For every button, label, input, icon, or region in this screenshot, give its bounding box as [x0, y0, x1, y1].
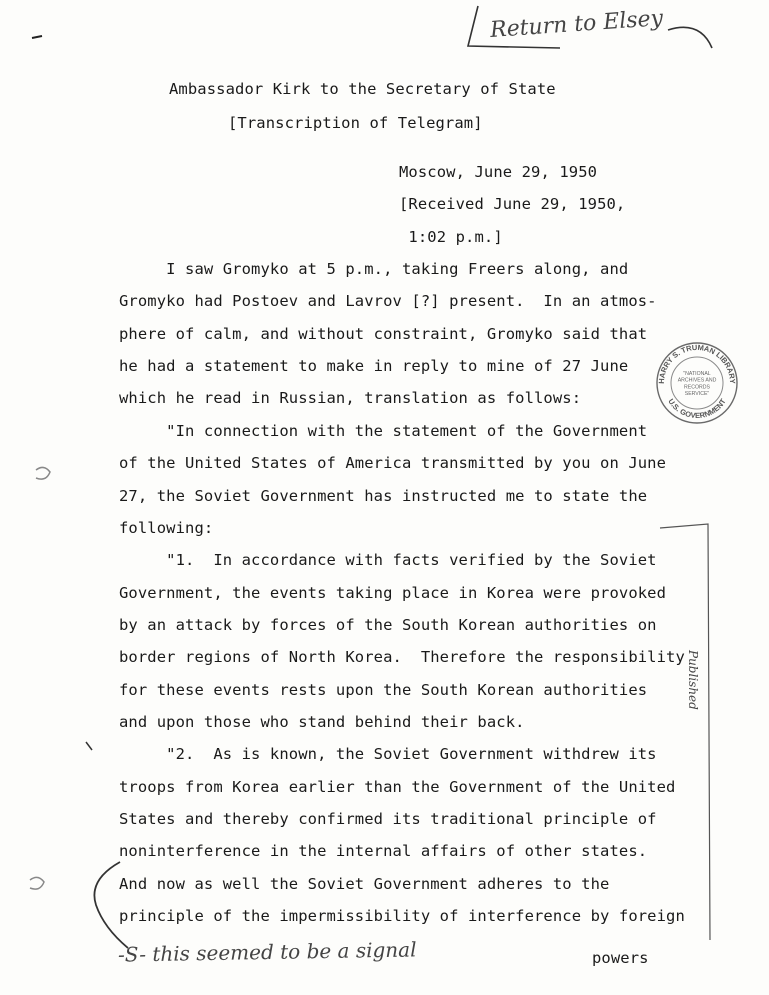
speck-mark [32, 36, 42, 38]
body-line: following: [119, 518, 214, 537]
body-line: Gromyko had Postoev and Lavrov [?] present. In an atmos- [119, 292, 657, 311]
body-line: phere of calm, and without constraint, Gromyko said that [119, 324, 648, 343]
body-line: which he read in Russian, translation as follows: [119, 389, 582, 408]
body-line: States and thereby confirmed its traditional principle of [119, 810, 657, 828]
body-line: noninterference in the internal affairs of other states. [119, 842, 648, 861]
body-line: I saw Gromyko at 5 p.m., taking Freers along, and [119, 260, 629, 278]
stamp-middle-line: SERVICE" [684, 390, 710, 397]
handwritten-margin-note: Published [686, 650, 700, 710]
body-line: of the United States of America transmitted by you on June [119, 454, 667, 473]
body-line: he had a statement to make in reply to mine of 27 June [119, 357, 629, 376]
body-line: and upon those who stand behind their back. [119, 712, 525, 731]
stamp-bottom-text: U.S. GOVERNMENT [666, 397, 728, 421]
body-line: border regions of North Korea. Therefore the responsibility [119, 648, 685, 667]
body-line: "1. In accordance with facts verified by the Soviet [119, 551, 657, 570]
body-line: principle of the impermissibility of interference by foreign [119, 907, 685, 925]
body-line: 27, the Soviet Government has instructed me to state the [119, 486, 648, 505]
stamp-middle-line: ARCHIVES AND [677, 377, 717, 384]
stamp-middle-line: "NATIONAL [683, 371, 711, 378]
margin-bracket [660, 524, 710, 940]
stamp-middle-text [678, 371, 717, 397]
stamp-top-text: HARRY S. TRUMAN LIBRARY [656, 342, 738, 385]
dateline-time: 1:02 p.m.] [399, 228, 503, 246]
body-line: "In connection with the statement of the Government [119, 421, 648, 440]
body-line: "2. As is known, the Soviet Government withdrew its [119, 745, 657, 764]
body-line: Government, the events taking place in Korea were provoked [119, 583, 667, 602]
stamp-middle-line: RECORDS [684, 384, 710, 391]
smudge-mark [30, 877, 44, 889]
dateline-place-date: Moscow, June 29, 1950 [399, 163, 598, 181]
body-line: troops from Korea earlier than the Government of the United [119, 777, 676, 796]
archive-stamp [657, 343, 737, 423]
document-subtitle: [Transcription of Telegram] [228, 114, 483, 132]
catchword: powers [592, 949, 649, 967]
body-line: by an attack by forces of the South Korean authorities on [119, 615, 657, 634]
smudge-mark [36, 467, 50, 479]
margin-tick [86, 742, 92, 750]
document-title: Ambassador Kirk to the Secretary of State [169, 80, 556, 98]
handwritten-note-top: Return to Elsey [489, 5, 664, 44]
dateline-received: [Received June 29, 1950, [399, 195, 626, 213]
handwritten-note-bottom: -S- this seemed to be a signal [117, 937, 417, 967]
note-underline [668, 27, 712, 48]
body-line: And now as well the Soviet Government adheres to the [119, 874, 610, 893]
body-line: for these events rests upon the South Korean authorities [119, 680, 648, 699]
